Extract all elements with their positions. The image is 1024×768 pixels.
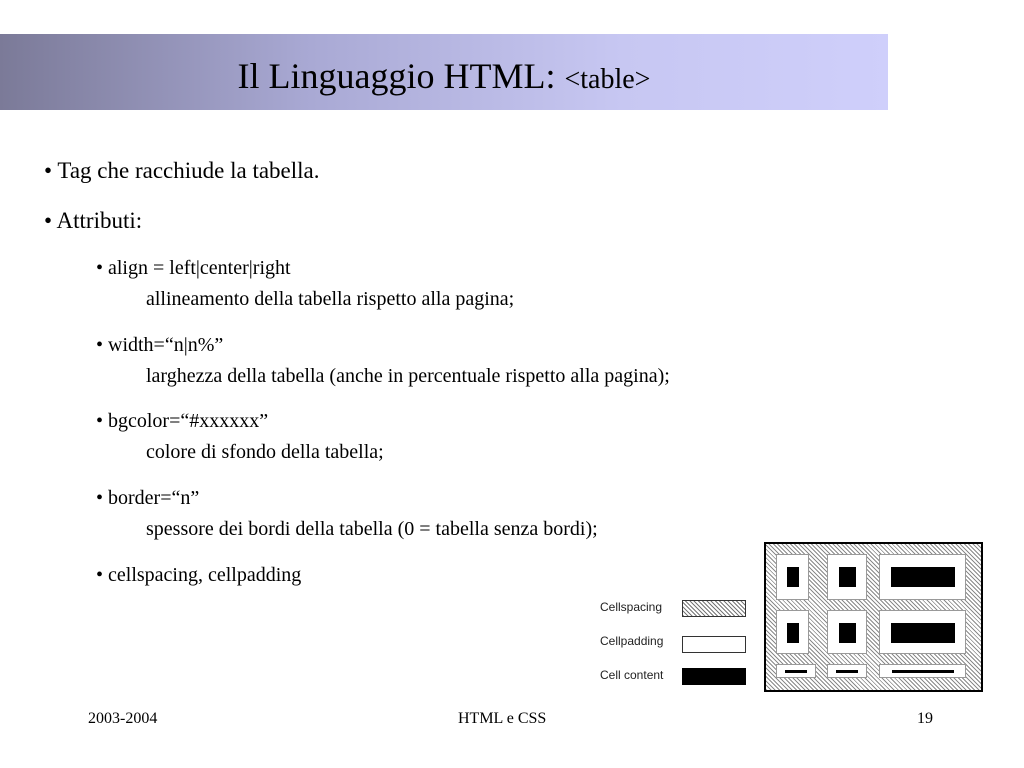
table-cell [827, 664, 867, 678]
table-cell [879, 664, 966, 678]
cell-content-block [836, 670, 858, 673]
table-cell [879, 554, 966, 600]
cell-content-block [891, 623, 955, 643]
table-cell [776, 610, 809, 654]
footer-title: HTML e CSS [458, 710, 547, 727]
title-text: Il Linguaggio HTML: [237, 56, 565, 96]
title-tag: <table> [564, 64, 651, 95]
legend-label-cellspacing: Cellspacing [600, 600, 663, 614]
sub-bullet-border: • border=“n” [96, 487, 200, 509]
legend-label-cellcontent: Cell content [600, 668, 664, 682]
slide-title [0, 56, 888, 100]
bullet-attributes: • Attributi: [44, 208, 143, 233]
bullet-tag-description: • Tag che racchiude la tabella. [44, 158, 320, 183]
legend-label-cellpadding: Cellpadding [600, 634, 664, 648]
sub-bullet-cellspacing: • cellspacing, cellpadding [96, 564, 302, 586]
align-description: allineamento della tabella rispetto alla pagina; [146, 288, 515, 310]
cell-content-block [891, 567, 955, 587]
bgcolor-description: colore di sfondo della tabella; [146, 441, 384, 463]
cell-content-block [785, 670, 807, 673]
table-cell [879, 610, 966, 654]
sub-bullet-bgcolor: • bgcolor=“#xxxxxx” [96, 410, 269, 432]
width-description: larghezza della tabella (anche in percentuale rispetto alla pagina); [146, 365, 670, 387]
table-cell [776, 664, 816, 678]
table-cell [776, 554, 809, 600]
footer-date: 2003-2004 [88, 710, 158, 727]
legend-swatch-cellspacing [682, 600, 746, 617]
table-cell [827, 610, 867, 654]
cell-content-block [839, 623, 856, 643]
cell-content-block [787, 567, 799, 587]
sub-bullet-align: • align = left|center|right [96, 257, 291, 279]
legend-swatch-cellpadding [682, 636, 746, 653]
table-diagram [764, 542, 983, 692]
table-cell [827, 554, 867, 600]
border-description: spessore dei bordi della tabella (0 = tabella senza bordi); [146, 518, 598, 540]
cell-content-block [839, 567, 856, 587]
cell-content-block [892, 670, 954, 673]
sub-bullet-width: • width=“n|n%” [96, 334, 224, 356]
legend-swatch-cellcontent [682, 668, 746, 685]
cell-content-block [787, 623, 799, 643]
page-number: 19 [917, 710, 933, 727]
